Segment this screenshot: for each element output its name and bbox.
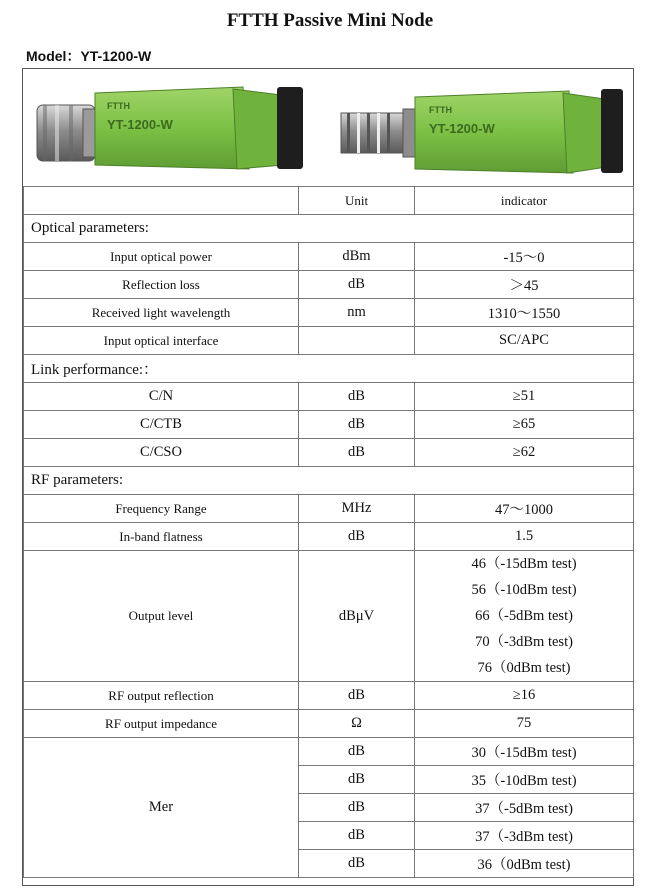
spec-table [23, 186, 634, 878]
param-unit: dBm [299, 243, 415, 271]
param-value: 1.5 [415, 523, 634, 551]
table-row [24, 710, 634, 738]
param-value: 35（-10dBm test) [415, 766, 634, 794]
param-name: RF output impedance [24, 710, 299, 738]
param-value: ≥65 [415, 411, 634, 439]
param-value: 75 [415, 710, 634, 738]
param-value: 37（-3dBm test) [415, 822, 634, 850]
param-unit: dB [299, 738, 415, 766]
table-row [24, 299, 634, 327]
param-unit: dB [299, 822, 415, 850]
product-label-top-2: FTTH [429, 105, 452, 115]
product-photo [23, 69, 633, 185]
table-row [24, 682, 634, 710]
table-row [24, 411, 634, 439]
param-unit: dB [299, 766, 415, 794]
param-name: Frequency Range [24, 495, 299, 523]
section-rf: RF parameters: [24, 467, 634, 495]
product-label-top: FTTH [107, 101, 130, 111]
section-link: Link performance:： [24, 355, 634, 383]
table-row [24, 383, 634, 411]
param-value: 1310～1550 [415, 299, 634, 327]
param-name: C/CSO [24, 439, 299, 467]
param-name: Reflection loss [24, 271, 299, 299]
header-row [24, 187, 634, 215]
param-value: ≥62 [415, 439, 634, 467]
param-name: C/CTB [24, 411, 299, 439]
param-name: Mer [24, 738, 299, 878]
param-unit: dB [299, 383, 415, 411]
product-label-model-2: YT-1200-W [429, 121, 495, 136]
param-name: Input optical power [24, 243, 299, 271]
product-label-model: YT-1200-W [107, 117, 173, 132]
param-name: In-band flatness [24, 523, 299, 551]
param-unit: dB [299, 850, 415, 878]
param-unit: Ω [299, 710, 415, 738]
param-value: -15～0 [415, 243, 634, 271]
param-unit: dB [299, 794, 415, 822]
table-row [24, 738, 634, 766]
table-row [24, 243, 634, 271]
table-row [24, 327, 634, 355]
table-row [24, 439, 634, 467]
table-row [24, 271, 634, 299]
param-value: ＞45 [415, 271, 634, 299]
device-right [341, 89, 623, 173]
param-value: ≥51 [415, 383, 634, 411]
output-level-value: 76（0dBm test) [477, 660, 571, 676]
section-optical: Optical parameters: [24, 215, 634, 243]
param-value: 30（-15dBm test) [415, 738, 634, 766]
output-level-value: 70（-3dBm test) [475, 634, 573, 650]
param-name: Output level [24, 551, 299, 682]
param-unit: dB [299, 271, 415, 299]
param-value: 47～1000 [415, 495, 634, 523]
header-unit: Unit [299, 187, 415, 215]
param-name: RF output reflection [24, 682, 299, 710]
param-unit: dBμV [299, 551, 415, 682]
header-indicator: indicator [415, 187, 634, 215]
param-unit: dB [299, 682, 415, 710]
table-row [24, 523, 634, 551]
param-value: 37（-5dBm test) [415, 794, 634, 822]
table-row [24, 495, 634, 523]
param-value: SC/APC [415, 327, 634, 355]
param-unit: dB [299, 523, 415, 551]
param-name: Received light wavelength [24, 299, 299, 327]
device-left [37, 87, 303, 169]
param-name: C/N [24, 383, 299, 411]
output-level-value: 66（-5dBm test) [475, 608, 573, 624]
output-level-value: 56（-10dBm test) [471, 582, 577, 598]
param-value: ≥16 [415, 682, 634, 710]
model-label: Model：YT-1200-W [26, 48, 152, 64]
param-name: Input optical interface [24, 327, 299, 355]
param-unit: dB [299, 411, 415, 439]
page-title: FTTH Passive Mini Node [226, 10, 434, 31]
param-unit: dB [299, 439, 415, 467]
output-level-value: 46（-15dBm test) [471, 556, 577, 572]
param-value: 36（0dBm test) [415, 850, 634, 878]
param-unit: MHz [299, 495, 415, 523]
param-unit: nm [299, 299, 415, 327]
table-row [24, 551, 634, 682]
header-empty [24, 187, 299, 215]
param-unit [299, 327, 415, 355]
output-level-values [415, 551, 634, 682]
